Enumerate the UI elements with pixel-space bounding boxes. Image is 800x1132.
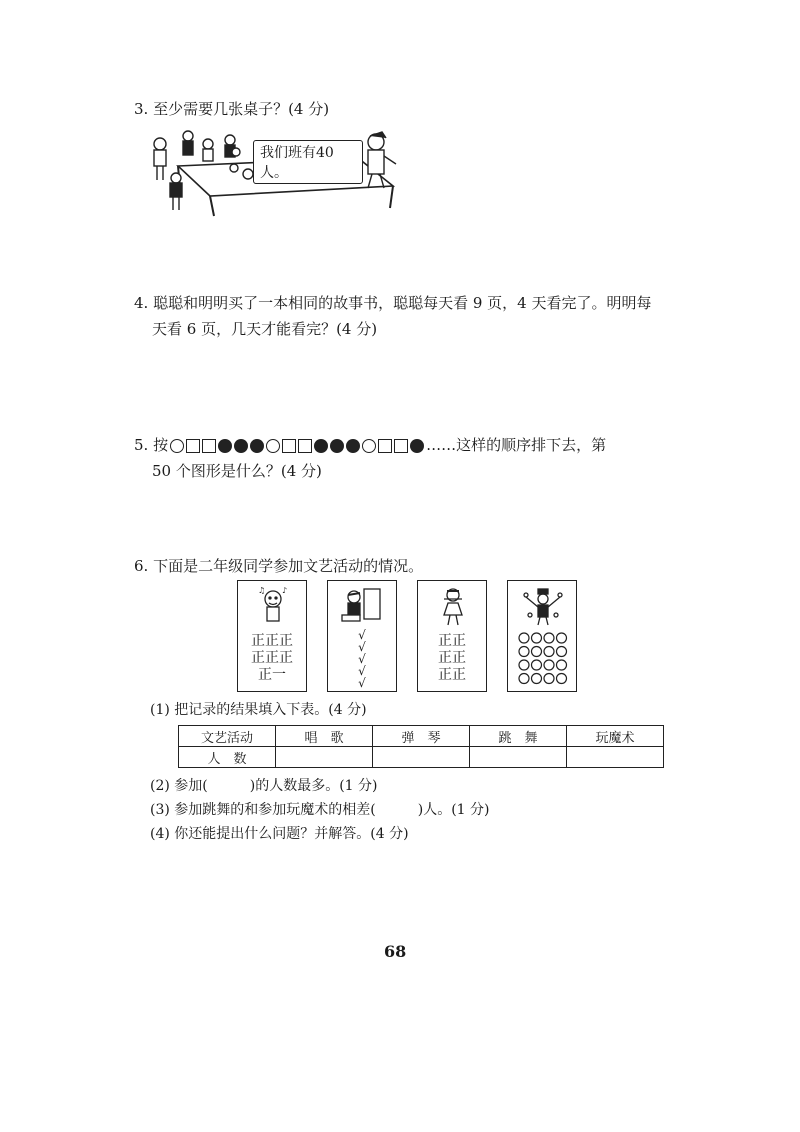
dot-shape-icon: [234, 439, 248, 453]
record-table-wrap: [178, 725, 664, 768]
square-shape-icon: [378, 439, 392, 453]
tally-circle: [519, 647, 529, 657]
q6-part2: (2) 参加( )的人数最多。(1 分): [150, 778, 378, 794]
q4-line1: 4. 聪聪和明明买了一本相同的故事书，聪聪每天看 9 页，4 天看完了。明明每: [134, 294, 652, 312]
tally-circle: [532, 633, 542, 643]
table-row-label: 人 数: [179, 747, 276, 768]
tally-circle: [532, 647, 542, 657]
dot-shape-icon: [218, 439, 232, 453]
q6-part4: (4) 你还能提出什么问题？并解答。(4 分): [150, 826, 409, 842]
q6-title: 6. 下面是二年级同学参加文艺活动的情况。: [134, 557, 424, 575]
svg-text:♫: ♫: [258, 586, 266, 595]
svg-text:♪: ♪: [282, 586, 288, 595]
tally-circle: [557, 674, 567, 684]
square-shape-icon: [202, 439, 216, 453]
table-header-row: [179, 726, 664, 747]
singing-child-icon: [252, 585, 294, 627]
dancer-icon: [432, 585, 474, 627]
q6-part3: (3) 参加跳舞的和参加玩魔术的相差( )人。(1 分): [150, 802, 490, 818]
dot-shape-icon: [410, 439, 424, 453]
tally-circle: [544, 647, 554, 657]
circle-shape-icon: [170, 439, 184, 453]
answer-cell-singing[interactable]: [276, 747, 373, 768]
square-shape-icon: [394, 439, 408, 453]
speech-bubble: 我们班有40人。: [253, 140, 363, 184]
tally-circle: [544, 674, 554, 684]
page-number: 68: [384, 942, 407, 961]
dot-shape-icon: [250, 439, 264, 453]
circle-shape-icon: [362, 439, 376, 453]
q5-line2: 50 个图形是什么？(4 分): [152, 462, 322, 480]
tally-piano: √ √ √ √ √: [358, 628, 366, 690]
q5-line1: [134, 434, 606, 456]
q3-text: 3. 至少需要几张桌子？(4 分): [134, 100, 330, 118]
card-piano: [327, 580, 397, 692]
tally-circle: [557, 660, 567, 670]
q5-suffix: ……这样的顺序排下去，第: [426, 436, 607, 454]
tally-circle: [519, 660, 529, 670]
shape-sequence: [170, 439, 424, 453]
magician-icon: [520, 585, 566, 627]
dot-shape-icon: [314, 439, 328, 453]
classroom-table-illustration: [148, 128, 406, 220]
table-header: 唱 歌: [276, 726, 373, 747]
table-row: [179, 747, 664, 768]
tally-singing: 正正正 正正正 正一: [251, 633, 293, 683]
tally-circle: [519, 633, 529, 643]
card-singing: [237, 580, 307, 692]
tally-circle: [544, 633, 554, 643]
tally-circle: [544, 660, 554, 670]
card-magic: [507, 580, 577, 692]
table-header: 弹 琴: [373, 726, 470, 747]
q6-part1: (1) 把记录的结果填入下表。(4 分): [150, 702, 367, 718]
table-header: 玩魔术: [567, 726, 664, 747]
tally-circle: [519, 674, 529, 684]
tally-dancing: 正正 正正 正正: [438, 633, 466, 683]
q5-prefix: 5. 按: [134, 436, 169, 454]
q4-line2: 天看 6 页，几天才能看完？(4 分): [152, 320, 378, 338]
dot-shape-icon: [330, 439, 344, 453]
tally-circle: [557, 647, 567, 657]
dot-shape-icon: [346, 439, 360, 453]
square-shape-icon: [298, 439, 312, 453]
tally-circle: [557, 633, 567, 643]
answer-cell-dancing[interactable]: [470, 747, 567, 768]
record-table: [178, 725, 664, 768]
square-shape-icon: [282, 439, 296, 453]
tally-circle: [532, 674, 542, 684]
tally-circle: [532, 660, 542, 670]
table-header: 跳 舞: [470, 726, 567, 747]
table-header: 文艺活动: [179, 726, 276, 747]
circle-shape-icon: [266, 439, 280, 453]
square-shape-icon: [186, 439, 200, 453]
card-dancing: [417, 580, 487, 692]
answer-cell-piano[interactable]: [373, 747, 470, 768]
tally-magic-circles: [518, 631, 568, 687]
answer-cell-magic[interactable]: [567, 747, 664, 768]
piano-player-icon: [338, 585, 388, 627]
